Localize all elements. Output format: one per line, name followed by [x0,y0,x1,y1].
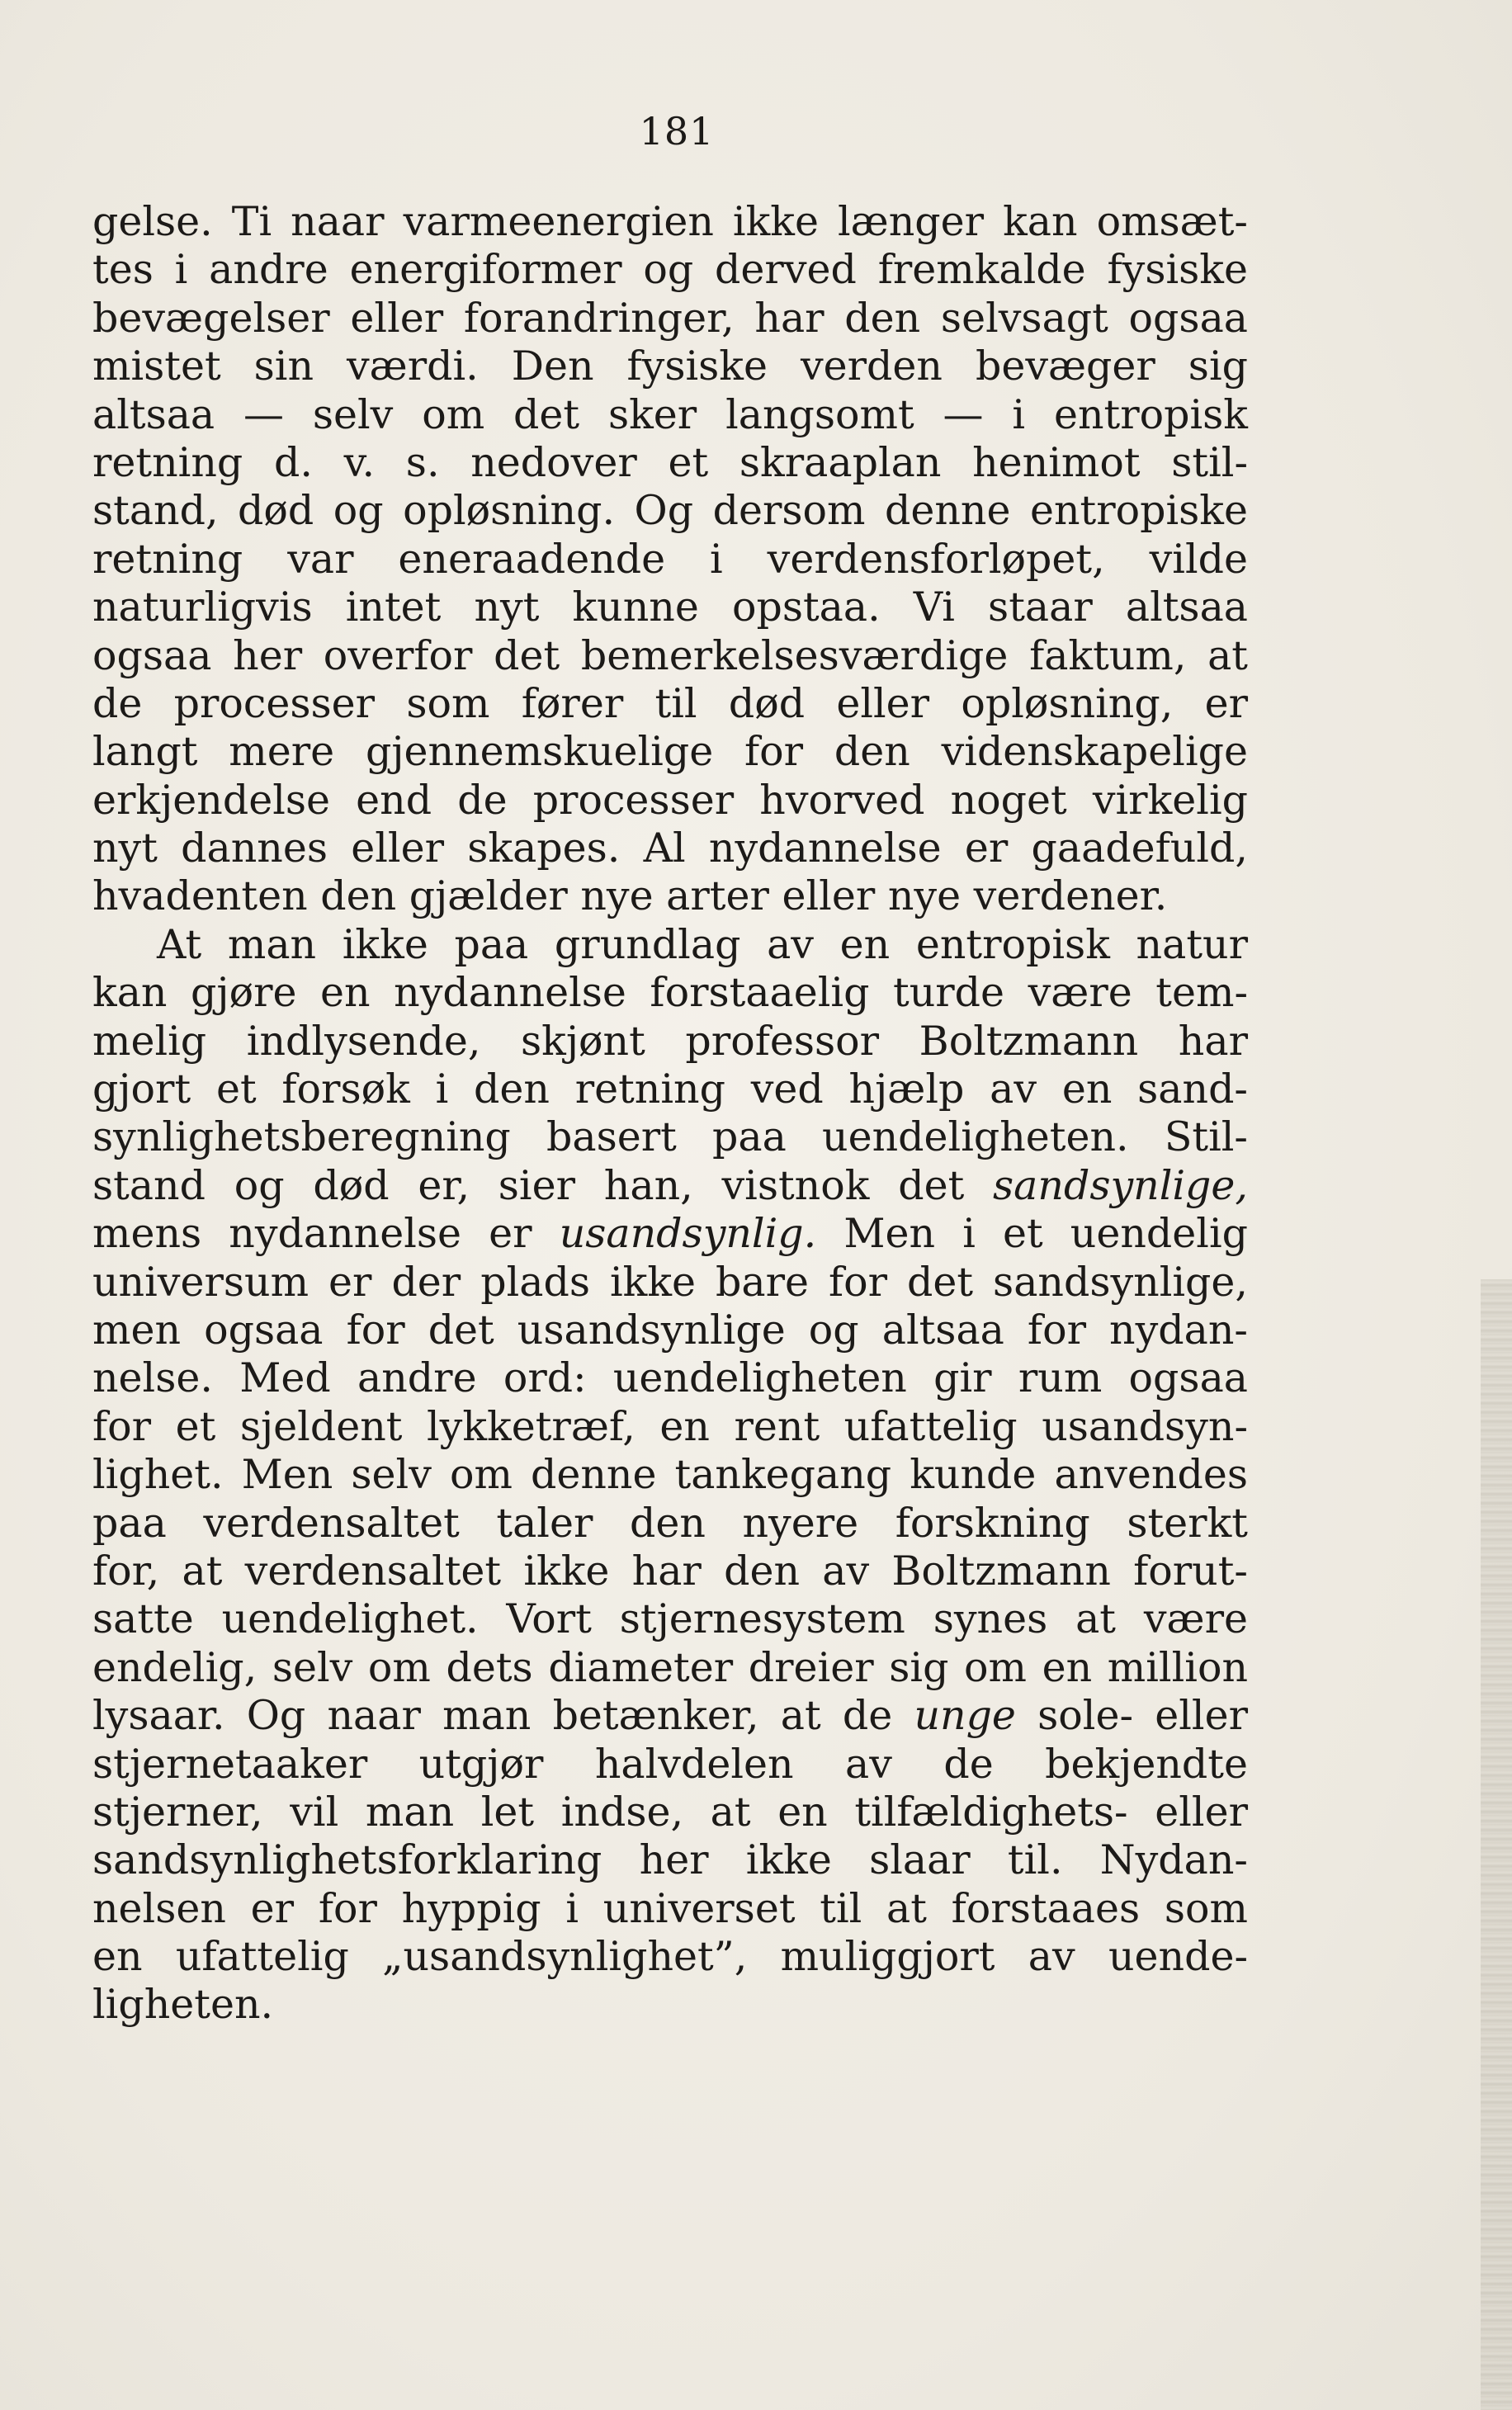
text-line [92,1548,1248,1595]
text-line [92,1692,1248,1740]
text-segment: hvadenten den gjælder nye arter eller nye verdener. [92,872,1168,920]
text-line [92,680,1248,728]
text-segment: men ogsaa for det usandsynlige og altsaa for nydan- [92,1306,1248,1354]
text-line [92,391,1248,439]
text-line [92,1354,1248,1402]
text-segment: mistet sin værdi. Den fysiske verden bevæger sig [92,343,1248,390]
text-line [92,1933,1248,1981]
text-segment: endelig, selv om dets diameter dreier sig om en million [92,1643,1248,1691]
text-segment: retning d. v. s. nedover et skraaplan henimot stil- [92,438,1248,486]
text-segment: nelse. Med andre ord: uendeligheten gir rum ogsaa [92,1354,1248,1402]
text-segment: retning var eneraadende i verdensforløpet, vilde [92,535,1248,583]
text-line [92,1644,1248,1692]
text-line [92,1741,1248,1789]
text-line [92,969,1248,1017]
text-segment: nelsen er for hyppig i universet til at forstaaes som [92,1884,1248,1932]
text-segment: naturligvis intet nyt kunne opstaa. Vi staar altsaa [92,584,1248,631]
text-segment: stjernetaaker utgjør halvdelen av de bekjendte [92,1740,1248,1788]
text-segment: de processer som fører til død eller opløsning, er [92,679,1248,727]
text-segment: for et sjeldent lykketræf, en rent ufattelig usandsyn- [92,1402,1248,1450]
text-line [92,1885,1248,1933]
text-line [92,1595,1248,1643]
text-segment: ligheten. [92,1981,274,2029]
text-segment: tes i andre energiformer og derved fremkalde fysiske [92,246,1248,294]
text-line [92,1981,1248,2029]
italic-text: unge [914,1692,1016,1740]
text-line [92,536,1248,584]
text-line [92,1500,1248,1548]
text-segment: universum er der plads ikke bare for det sandsynlige, [92,1258,1248,1306]
text-segment: erkjendelse end de processer hvorved noget virkelig [92,776,1248,824]
text-line [92,198,1248,246]
text-line [92,825,1248,872]
text-segment: kan gjøre en nydannelse forstaaelig turde være tem- [92,969,1248,1017]
text-line [92,584,1248,631]
text-line [92,728,1248,776]
text-line [92,439,1248,487]
text-segment: bevægelser eller forandringer, har den selvsagt ogsaa [92,294,1248,342]
text-line [92,1789,1248,1836]
text-line [92,1836,1248,1884]
text-line [92,1403,1248,1451]
text-segment: altsaa — selv om det sker langsomt — i entropisk [92,390,1248,438]
text-segment: stjerner, vil man let indse, at en tilfældighets- eller [92,1788,1248,1836]
text-line [92,1210,1248,1258]
text-line [92,921,1248,969]
text-segment: ogsaa her overfor det bemerkelsesværdige faktum, at [92,631,1248,679]
italic-text: sandsynlige, [993,1161,1248,1209]
text-line [92,1113,1248,1161]
text-segment: gelse. Ti naar varmeenergien ikke længer kan omsæt- [92,198,1248,245]
text-line [92,632,1248,680]
text-line [92,1259,1248,1307]
text-segment: At man ikke paa grundlag av en entropisk natur [157,920,1248,968]
text-segment: mens nydannelse er [92,1210,560,1258]
text-line [92,487,1248,535]
text-segment: Men i et uendelig [816,1210,1248,1258]
text-line [92,1066,1248,1113]
text-segment: melig indlysende, skjønt professor Boltzmann har [92,1017,1248,1065]
text-segment: en ufattelig „usandsynlighet”, muliggjort av uende- [92,1933,1248,1981]
text-segment: sole- eller [1015,1692,1248,1740]
text-line [92,295,1248,343]
italic-text: usandsynlig. [559,1210,817,1258]
text-line [92,777,1248,825]
text-segment: lighet. Men selv om denne tankegang kunde anvendes [92,1451,1248,1499]
text-line [92,872,1248,920]
text-line [92,1451,1248,1499]
text-line [92,1018,1248,1066]
text-segment: stand, død og opløsning. Og dersom denne entropiske [92,487,1248,535]
text-segment: paa verdensaltet taler den nyere forskning sterkt [92,1499,1248,1547]
text-segment: for, at verdensaltet ikke har den av Boltzmann forut- [92,1547,1248,1595]
text-line [92,246,1248,294]
text-line [92,343,1248,390]
text-segment: nyt dannes eller skapes. Al nydannelse er gaadefuld, [92,825,1248,872]
page-number: 181 [639,109,715,154]
text-segment: sandsynlighetsforklaring her ikke slaar til. Nydan- [92,1836,1248,1884]
text-line [92,1307,1248,1354]
text-segment: lysaar. Og naar man betænker, at de [92,1692,914,1740]
body-text [92,198,1248,2030]
text-segment: gjort et forsøk i den retning ved hjælp av en sand- [92,1066,1248,1113]
text-segment: synlighetsberegning basert paa uendeligheten. Stil- [92,1113,1248,1161]
text-segment: satte uendelighet. Vort stjernesystem synes at være [92,1595,1248,1643]
text-segment: langt mere gjennemskuelige for den videnskapelige [92,728,1248,776]
page-edge [1481,1279,1512,2410]
text-segment: stand og død er, sier han, vistnok det [92,1161,994,1209]
text-line [92,1162,1248,1210]
